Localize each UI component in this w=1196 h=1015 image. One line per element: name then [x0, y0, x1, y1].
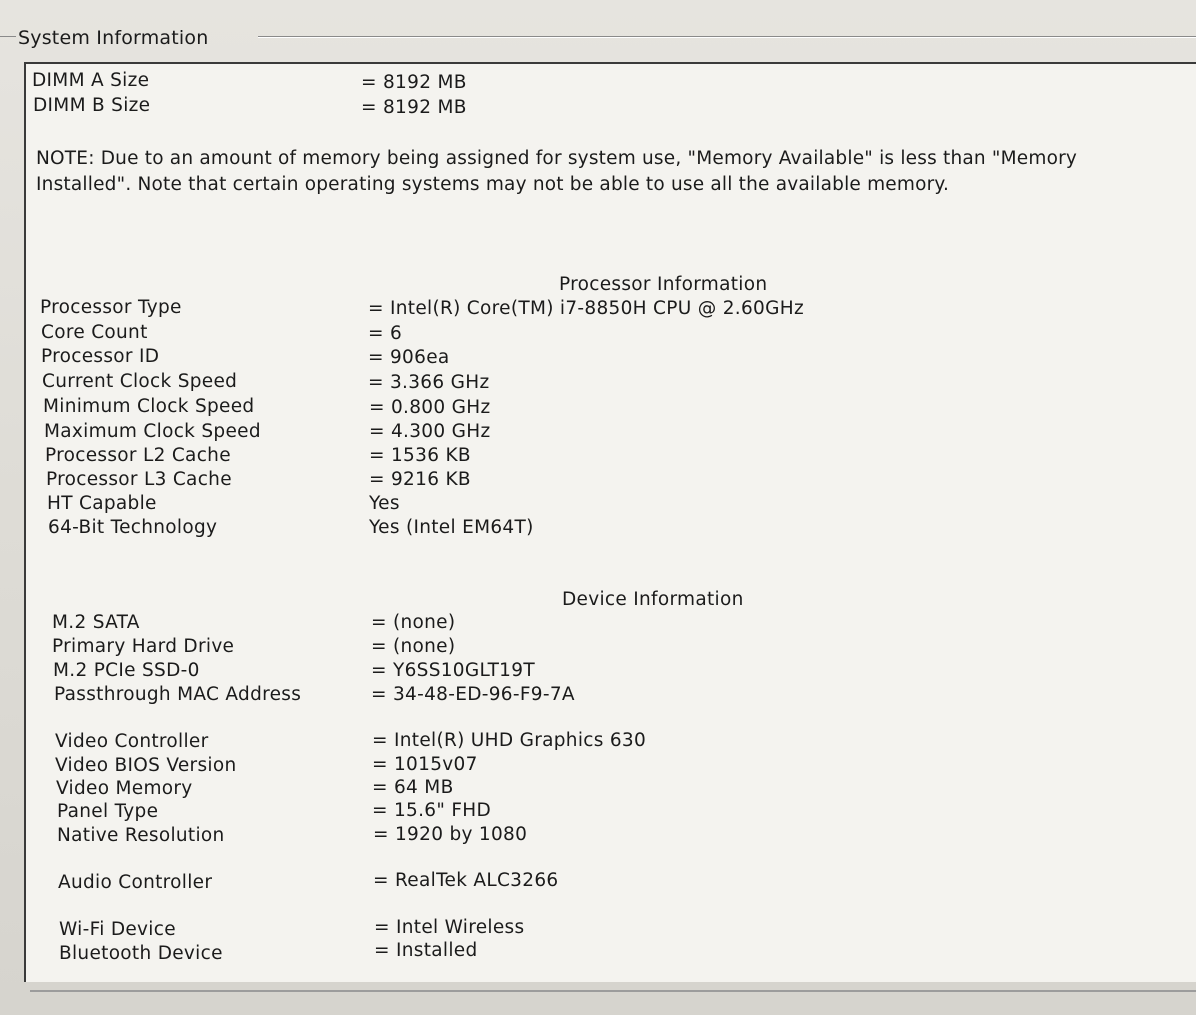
video-label: Native Resolution: [57, 825, 225, 846]
processor-label: Current Clock Speed: [42, 371, 238, 392]
wireless-value: = Installed: [374, 940, 478, 961]
processor-value: = 6: [368, 323, 403, 344]
processor-value: Yes (Intel EM64T): [369, 517, 534, 538]
wireless-value: = Intel Wireless: [374, 917, 525, 938]
device-information-header: Device Information: [562, 589, 744, 610]
processor-label: HT Capable: [47, 493, 157, 514]
processor-value: = 3.366 GHz: [368, 372, 490, 393]
processor-value: Yes: [369, 493, 400, 514]
processor-label: Processor L3 Cache: [46, 469, 232, 490]
video-value: = Intel(R) UHD Graphics 630: [372, 730, 647, 751]
storage-label: Primary Hard Drive: [52, 636, 235, 657]
video-label: Video BIOS Version: [55, 755, 237, 776]
storage-value: = (none): [371, 612, 456, 633]
processor-value: = 4.300 GHz: [369, 421, 491, 442]
group-box-title: System Information: [18, 27, 209, 49]
storage-label: M.2 PCIe SSD-0: [53, 660, 200, 681]
video-value: = 1920 by 1080: [373, 824, 528, 845]
video-label: Video Controller: [55, 731, 209, 752]
video-value: = 15.6" FHD: [372, 800, 492, 821]
processor-value: = 0.800 GHz: [369, 397, 491, 418]
processor-label: Processor ID: [41, 346, 160, 367]
memory-note: NOTE: Due to an amount of memory being assigned for system use, "Memory Available" is less than "Memory Installed". Note that certain operating systems may not be able to use all the available memory.: [36, 148, 1078, 195]
group-box-border-top: [258, 36, 1196, 38]
video-value: = 1015v07: [372, 754, 478, 775]
panel-bottom-border: [30, 990, 1196, 992]
wireless-label: Wi-Fi Device: [59, 919, 176, 940]
storage-label: M.2 SATA: [52, 612, 140, 633]
processor-label: Minimum Clock Speed: [43, 396, 255, 417]
group-box-border-left: [0, 36, 16, 37]
audio-value: = RealTek ALC3266: [373, 870, 559, 891]
wireless-label: Bluetooth Device: [59, 943, 223, 964]
memory-value: = 8192 MB: [361, 72, 467, 93]
processor-value: = 906ea: [368, 347, 450, 368]
memory-label: DIMM A Size: [32, 70, 150, 91]
processor-value: = 9216 KB: [369, 469, 471, 490]
processor-label: Core Count: [41, 322, 148, 343]
processor-value: = 1536 KB: [369, 445, 471, 466]
storage-value: = Y6SS10GLT19T: [371, 660, 535, 681]
video-value: = 64 MB: [372, 777, 454, 798]
processor-value: = Intel(R) Core(TM) i7-8850H CPU @ 2.60GHz: [368, 298, 804, 319]
audio-label: Audio Controller: [58, 872, 213, 893]
memory-value: = 8192 MB: [361, 97, 467, 118]
memory-label: DIMM B Size: [33, 95, 151, 116]
storage-label: Passthrough MAC Address: [54, 684, 302, 705]
video-label: Video Memory: [56, 778, 193, 799]
processor-label: Processor Type: [40, 297, 182, 318]
storage-value: = (none): [371, 636, 456, 657]
processor-information-header: Processor Information: [559, 274, 768, 295]
processor-label: Maximum Clock Speed: [44, 421, 261, 442]
processor-label: 64-Bit Technology: [48, 517, 218, 538]
storage-value: = 34-48-ED-96-F9-7A: [371, 684, 575, 705]
video-label: Panel Type: [57, 801, 159, 822]
processor-label: Processor L2 Cache: [45, 445, 231, 466]
